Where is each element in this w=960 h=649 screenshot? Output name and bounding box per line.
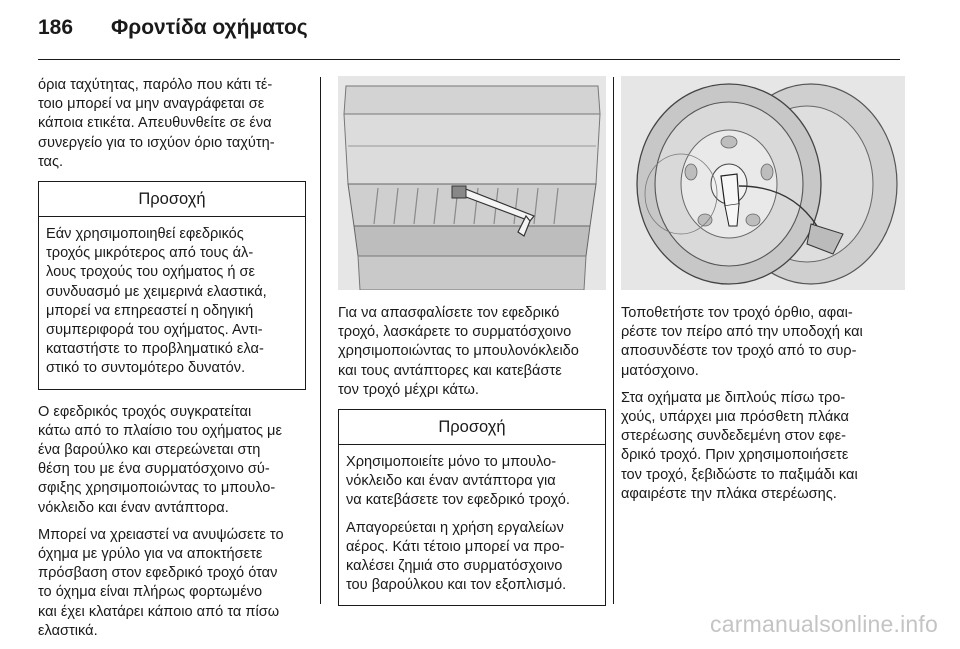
text-line: κάποια ετικέτα. Απευθυνθείτε σε ένα [38, 115, 272, 132]
text-line: αφαιρέστε την πλάκα στερέωσης. [621, 485, 837, 502]
text-line: χούς, υπάρχει μια πρόσθετη πλάκα [621, 409, 849, 426]
text-line: Χρησιμοποιείτε μόνο το μπουλο- [346, 454, 557, 471]
text-line: καταστήστε το προβληματικό ελα- [46, 341, 264, 358]
wheel-wrench-illustration [338, 76, 606, 290]
position-wheel-paragraph [621, 304, 905, 381]
text-line: μπορεί να επηρεαστεί η οδηγική [46, 302, 254, 319]
intro-paragraph [38, 76, 306, 172]
text-line: Απαγορεύεται η χρήση εργαλείων [346, 519, 564, 536]
spare-wheel-paragraph [38, 403, 306, 518]
column-1 [38, 76, 306, 649]
text-line: Για να απασφαλίσετε τον εφεδρικό [338, 305, 560, 321]
text-line: συνεργείο για το ισχύον όριο ταχύτη- [38, 134, 275, 151]
warning-box-tools [338, 409, 606, 606]
text-line: ματόσχοινο. [621, 362, 699, 379]
warning-body [39, 217, 305, 389]
column-divider-2 [613, 77, 614, 604]
bumper-wrench-drawing [338, 76, 606, 290]
warning-paragraph [346, 453, 598, 511]
spare-wheel-illustration [621, 76, 905, 290]
text-line: Μπορεί να χρειαστεί να ανυψώσετε το [38, 526, 284, 543]
text-line: τον τροχό μέχρι κάτω. [338, 381, 479, 398]
text-line: κάτω από το πλαίσιο του οχήματος με [38, 422, 282, 439]
watermark: carmanualsonline.info [710, 611, 938, 637]
warning-paragraph [46, 225, 298, 379]
text-line: τας. [38, 153, 64, 170]
text-line: τροχός μικρότερος από τους άλ- [46, 245, 254, 262]
page-title: Φροντίδα οχήματος [111, 16, 308, 39]
column-3 [621, 76, 905, 512]
warning-box-tire-size [38, 181, 306, 390]
text-line: στερέωσης συνδεδεμένη στον εφε- [621, 428, 846, 445]
text-line: και έχει κλατάρει κάποιο από τα πίσω [38, 603, 280, 620]
column-2 [338, 76, 606, 619]
text-line: ρέστε τον πείρο από την υποδοχή και [621, 324, 863, 341]
warning-paragraph [346, 519, 598, 596]
dual-rear-wheels-paragraph [621, 389, 905, 504]
text-line: συνδυασμό με χειμερινά ελαστικά, [46, 283, 267, 300]
text-line: νόκλειδο και έναν αντάπτορα για [346, 473, 556, 490]
text-line: αέρος. Κάτι τέτοιο μπορεί να προ- [346, 538, 565, 555]
page-number: 186 [38, 16, 74, 39]
text-line: ένα βαρούλκο και στερεώνεται στη [38, 442, 261, 459]
text-line: το όχημα είναι πλήρως φορτωμένο [38, 584, 263, 601]
text-line: Ο εφεδρικός τροχός συγκρατείται [38, 403, 252, 420]
text-line: ελαστικά. [38, 622, 98, 639]
text-line: συμπεριφορά του οχήματος. Αντι- [46, 322, 263, 339]
jack-paragraph [38, 526, 306, 641]
warning-heading: Προσοχή [39, 182, 305, 217]
text-line: τροχό, λασκάρετε το συρματόσχοινο [338, 324, 572, 341]
text-line: στικό το συντομότερο δυνατόν. [46, 360, 246, 377]
text-line: πρόσβαση στον εφεδρικό τροχό όταν [38, 565, 278, 582]
text-line: θέση του με ένα συρματόσχοινο σύ- [38, 461, 270, 478]
text-line: Στα οχήματα με διπλούς πίσω τρο- [621, 389, 846, 406]
spare-wheel-drawing [621, 76, 905, 290]
text-line: λους τροχούς του οχήματος ή σε [46, 264, 256, 281]
text-line: όρια ταχύτητας, παρόλο που κάτι τέ- [38, 77, 273, 93]
text-line: καλέσει ζημιά στο συρματόσχοινο [346, 558, 563, 575]
header-rule [38, 59, 900, 60]
text-line: τοιο μπορεί να μην αναγράφεται σε [38, 96, 265, 113]
text-line: σφιξης χρησιμοποιώντας το μπουλο- [38, 480, 276, 497]
text-line: του βαρούλκου και τον εξοπλισμό. [346, 577, 567, 594]
text-line: αποσυνδέστε τον τροχό από το συρ- [621, 343, 857, 360]
text-line: και τους αντάπτορες και κατεβάστε [338, 362, 562, 379]
text-line: όχημα με γρύλο για να αποκτήσετε [38, 546, 263, 563]
text-line: Εάν χρησιμοποιηθεί εφεδρικός [46, 226, 244, 243]
text-line: τον τροχό, ξεβιδώστε το παξιμάδι και [621, 466, 858, 483]
lower-wheel-paragraph [338, 304, 606, 400]
text-line: χρησιμοποιώντας το μπουλονόκλειδο [338, 343, 579, 360]
warning-heading: Προσοχή [339, 410, 605, 445]
text-line: να κατεβάσετε τον εφεδρικό τροχό. [346, 492, 570, 509]
column-divider-1 [320, 77, 321, 604]
text-line: δρικό τροχό. Πριν χρησιμοποιήσετε [621, 447, 849, 464]
text-line: νόκλειδο και έναν αντάπτορα. [38, 499, 229, 516]
text-line: Τοποθετήστε τον τροχό όρθιο, αφαι- [621, 305, 853, 321]
warning-body [339, 445, 605, 605]
